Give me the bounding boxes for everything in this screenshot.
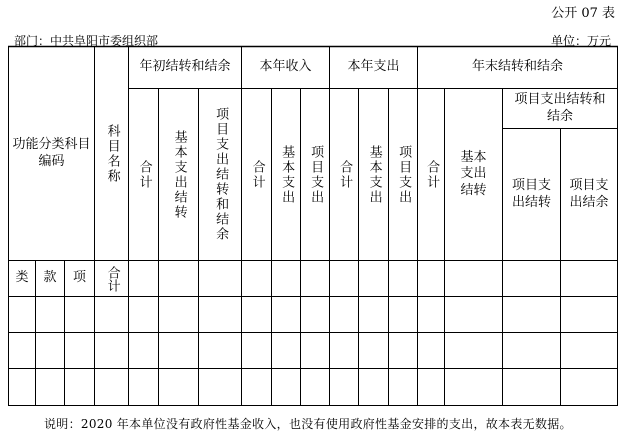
header-lei: 类: [15, 270, 29, 286]
header-subject-name: 科目名称: [104, 123, 120, 184]
header-closing-project-group: 项目支出结转和结余: [514, 92, 606, 124]
header-expenditure-total: 合计: [337, 159, 353, 190]
unit-label: 单位：万元: [550, 34, 611, 48]
header-closing-basic-carry: 基本支出结转: [460, 150, 487, 198]
header-closing-total: 合计: [424, 159, 440, 190]
header-xiang: 项: [72, 270, 86, 286]
header-opening-project-carry-balance: 项目支出结转和结余: [213, 107, 229, 242]
header-income: 本年收入: [259, 59, 312, 75]
footnote: 说明：2020 年本单位没有政府性基金收入，也没有使用政府性基金安排的支出，故本表无数据。: [44, 417, 572, 431]
row-total-label: 合计: [104, 265, 120, 292]
header-expenditure-project: 项目支出: [396, 144, 412, 205]
header-income-project: 项目支出: [308, 144, 324, 205]
department-label: 部门：中共阜阳市委组织部: [14, 34, 159, 48]
header-expenditure: 本年支出: [347, 59, 400, 75]
header-func-code: 功能分类科目编码: [12, 137, 91, 169]
header-income-basic: 基本支出: [279, 144, 295, 205]
header-opening-balance: 年初结转和结余: [139, 59, 231, 75]
header-kuan: 款: [43, 270, 57, 286]
header-closing-project-balance: 项目支出结余: [569, 178, 609, 210]
header-income-total: 合计: [249, 159, 265, 190]
form-code: 公开 07 表: [551, 6, 615, 21]
header-closing-project-carry: 项目支出结转: [511, 178, 551, 210]
header-opening-total: 合计: [136, 159, 152, 190]
header-expenditure-basic: 基本支出: [366, 144, 382, 205]
header-closing-balance: 年末结转和结余: [471, 59, 563, 75]
header-opening-basic-carry: 基本支出结转: [171, 129, 187, 220]
